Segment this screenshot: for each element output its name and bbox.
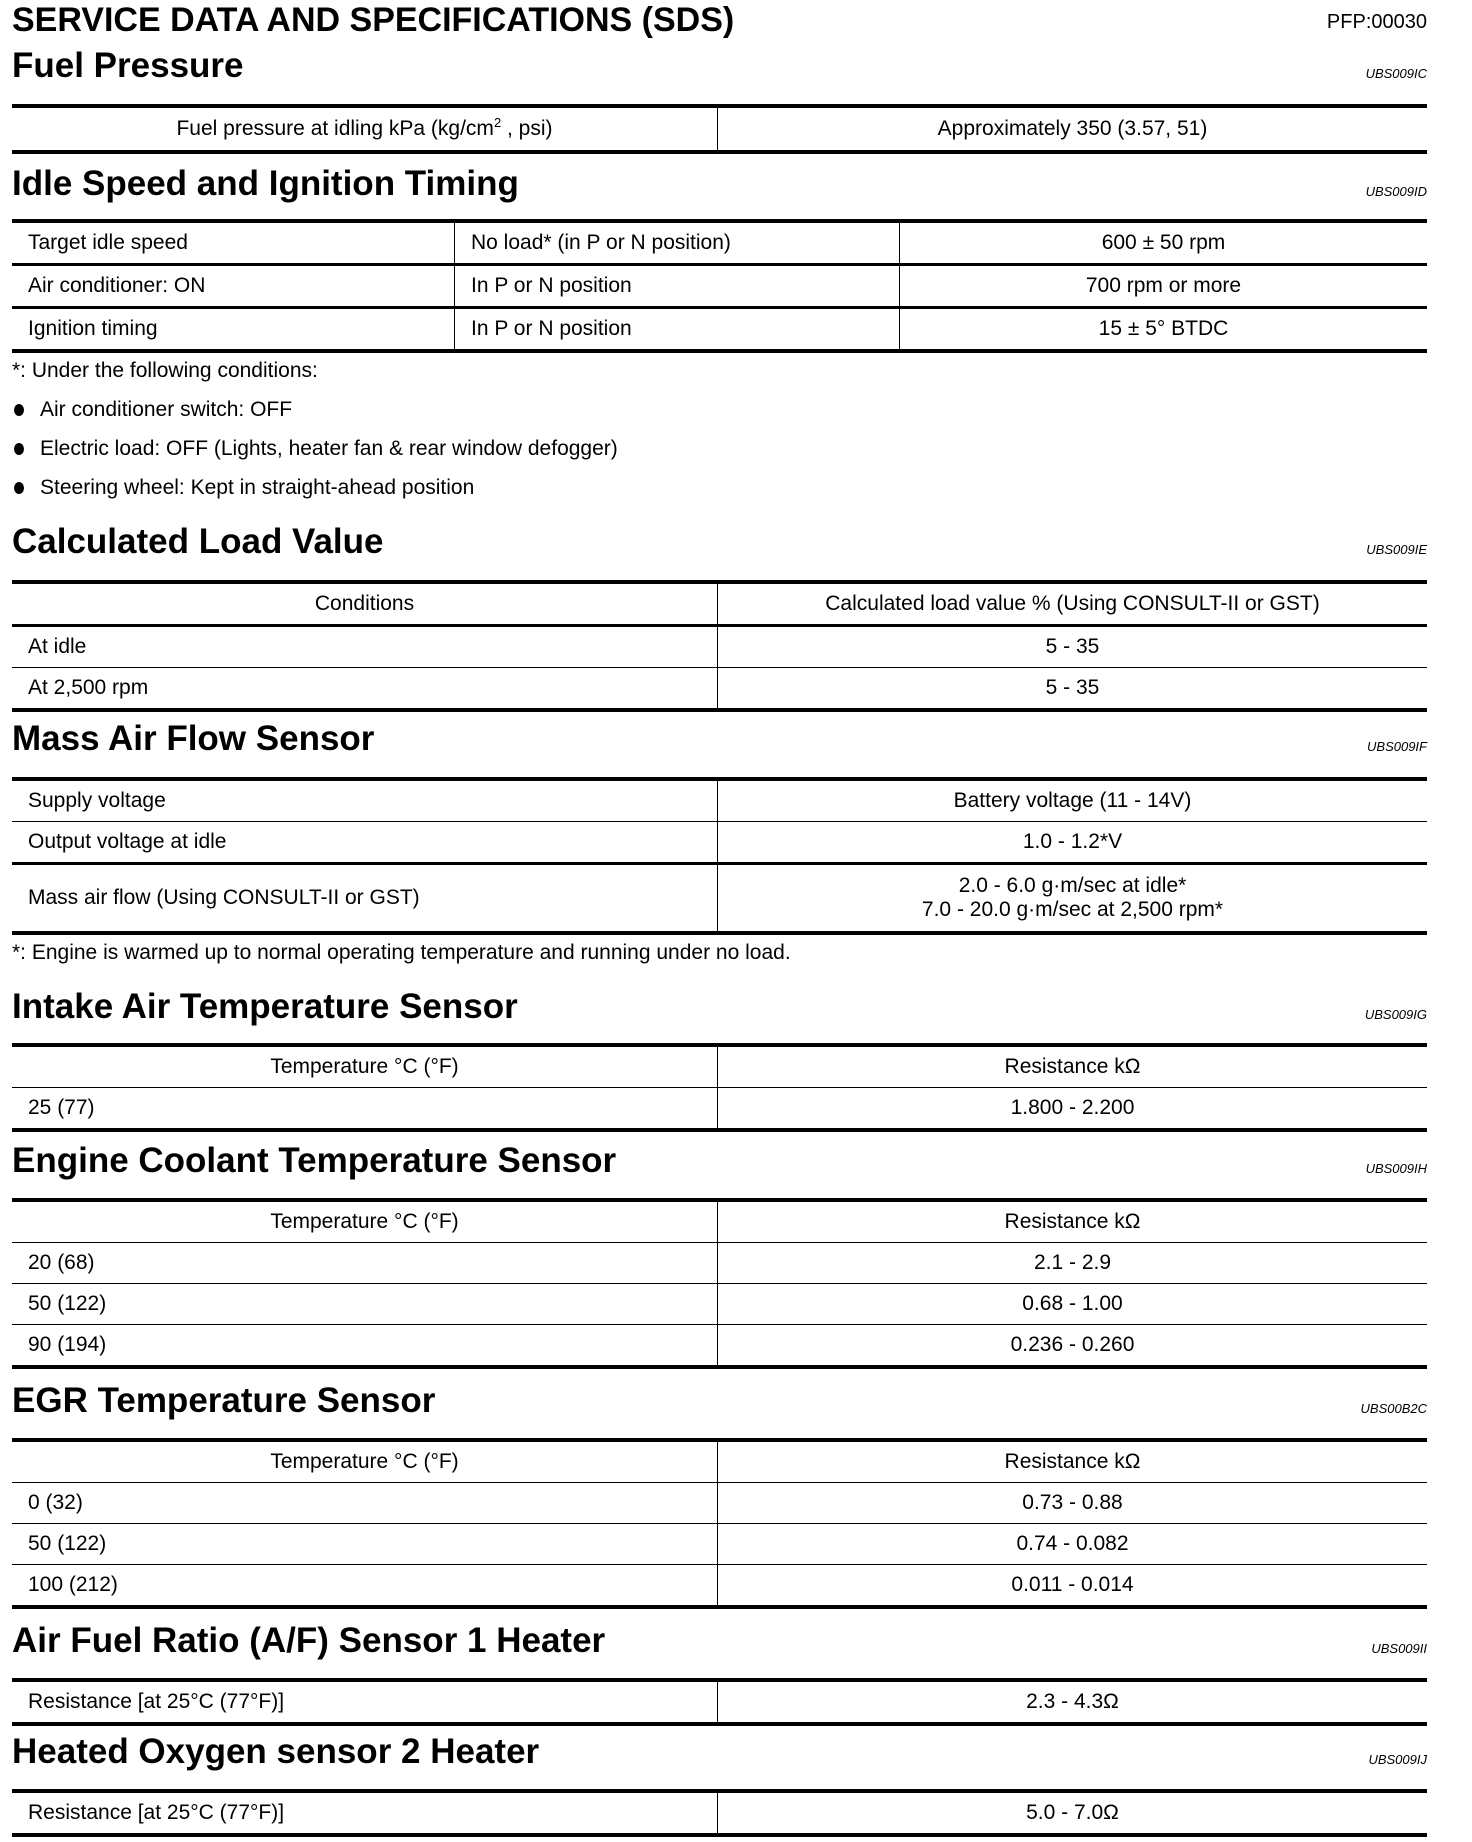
spec-value: 15 ± 5° BTDC <box>900 308 1428 352</box>
temperature-cell: 50 (122) <box>12 1524 718 1565</box>
table-row <box>12 1565 1427 1608</box>
temperature-cell: 50 (122) <box>12 1284 718 1325</box>
column-header: Conditions <box>314 592 415 615</box>
spec-item: Ignition timing <box>12 308 455 352</box>
spec-value: 5.0 - 7.0Ω <box>718 1791 1428 1835</box>
section-ref-code: UBS009II <box>1371 1641 1427 1656</box>
section-ref-code: UBS009IC <box>1365 66 1427 81</box>
resistance-cell: 2.1 - 2.9 <box>718 1243 1428 1284</box>
resistance-cell: 0.68 - 1.00 <box>718 1284 1428 1325</box>
bullet-icon <box>14 443 24 455</box>
table-row <box>12 1284 1427 1325</box>
section-title: Heated Oxygen sensor 2 Heater <box>12 1732 540 1771</box>
spec-item: Target idle speed <box>28 231 188 254</box>
table-header-row <box>12 1440 1427 1483</box>
fuel-pressure-table <box>12 104 1427 154</box>
table-row <box>12 864 1427 934</box>
temperature-cell: 90 (194) <box>12 1325 718 1368</box>
spec-item: Output voltage at idle <box>12 822 718 864</box>
page-title: SERVICE DATA AND SPECIFICATIONS (SDS) <box>12 1 735 39</box>
section-calculated-load <box>12 520 1427 712</box>
spec-item: Mass air flow (Using CONSULT-II or GST) <box>12 864 718 934</box>
table-row <box>12 1243 1427 1284</box>
spec-value: 2.0 - 6.0 g·m/sec at idle* 7.0 - 20.0 g·m/sec at 2,500 rpm* <box>718 864 1428 934</box>
spec-condition: No load* (in P or N position) <box>455 221 900 265</box>
section-title: Intake Air Temperature Sensor <box>12 987 518 1026</box>
ect-sensor-table <box>12 1198 1427 1369</box>
section-ref-code: UBS00B2C <box>1360 1401 1427 1416</box>
section-ref-code: UBS009IH <box>1365 1161 1427 1176</box>
section-idle-speed <box>12 162 1427 500</box>
section-ect-sensor <box>12 1139 1427 1369</box>
column-header: Temperature °C (°F) <box>270 1450 459 1473</box>
spec-condition: In P or N position <box>455 265 900 308</box>
spec-value: Battery voltage (11 - 14V) <box>718 779 1428 822</box>
column-header: Resistance kΩ <box>718 1440 1428 1483</box>
resistance-cell: 0.011 - 0.014 <box>718 1565 1428 1608</box>
resistance-cell: 0.74 - 0.082 <box>718 1524 1428 1565</box>
table-row <box>12 1791 1427 1835</box>
egr-sensor-table <box>12 1438 1427 1609</box>
section-ref-code: UBS009IG <box>1364 1007 1427 1022</box>
spec-value: 2.3 - 4.3Ω <box>718 1680 1428 1724</box>
temperature-cell: 100 (212) <box>12 1565 718 1608</box>
page-code: PFP:00030 <box>1326 11 1427 33</box>
section-title: Fuel Pressure <box>12 46 244 85</box>
section-title: Air Fuel Ratio (A/F) Sensor 1 Heater <box>12 1621 606 1660</box>
bullet-icon <box>14 482 24 494</box>
iat-sensor-table <box>12 1043 1427 1132</box>
calculated-load-table <box>12 580 1427 712</box>
list-item: Electric load: OFF (Lights, heater fan & rear window defogger) <box>12 437 1427 461</box>
section-ref-code: UBS009IE <box>1366 542 1427 557</box>
list-item: Air conditioner switch: OFF <box>12 398 1427 422</box>
condition-cell: At 2,500 rpm <box>12 668 718 711</box>
list-item: Steering wheel: Kept in straight-ahead position <box>12 476 1427 500</box>
table-row <box>12 1680 1427 1724</box>
column-header: Calculated load value % (Using CONSULT-II or GST) <box>718 582 1428 626</box>
section-ref-code: UBS009IF <box>1367 739 1427 754</box>
footnote: *: Under the following conditions: <box>12 359 318 382</box>
section-title: Engine Coolant Temperature Sensor <box>12 1141 617 1180</box>
section-egr-sensor <box>12 1379 1427 1609</box>
section-title: Calculated Load Value <box>12 522 384 561</box>
section-ho2s2-heater <box>12 1730 1427 1837</box>
table-row <box>12 265 1427 308</box>
bullet-icon <box>14 404 24 416</box>
section-title: EGR Temperature Sensor <box>12 1381 436 1420</box>
af-sensor-heater-table <box>12 1678 1427 1726</box>
column-header: Temperature °C (°F) <box>270 1210 459 1233</box>
table-row <box>12 822 1427 864</box>
table-row <box>12 221 1427 265</box>
table-row <box>12 106 1427 152</box>
spec-item: Resistance [at 25°C (77°F)] <box>28 1801 285 1824</box>
column-header: Resistance kΩ <box>718 1045 1428 1088</box>
ho2s2-heater-table <box>12 1789 1427 1837</box>
spec-value: 700 rpm or more <box>900 265 1428 308</box>
section-ref-code: UBS009ID <box>1365 184 1427 199</box>
footnote: *: Engine is warmed up to normal operating temperature and running under no load. <box>12 941 791 964</box>
table-row <box>12 668 1427 711</box>
column-header: Resistance kΩ <box>718 1200 1428 1243</box>
spec-condition: In P or N position <box>455 308 900 352</box>
section-title: Mass Air Flow Sensor <box>12 719 375 758</box>
spec-value: 1.0 - 1.2*V <box>718 822 1428 864</box>
spec-value: Approximately 350 (3.57, 51) <box>718 106 1428 152</box>
table-row <box>12 1483 1427 1524</box>
resistance-cell: 0.236 - 0.260 <box>718 1325 1428 1368</box>
table-row <box>12 1325 1427 1368</box>
table-row <box>12 626 1427 668</box>
idle-speed-table <box>12 219 1427 353</box>
value-cell: 5 - 35 <box>718 626 1428 668</box>
spec-value: 600 ± 50 rpm <box>900 221 1428 265</box>
section-title: Idle Speed and Ignition Timing <box>12 164 519 203</box>
temperature-cell: 20 (68) <box>12 1243 718 1284</box>
section-fuel-pressure <box>12 44 1427 154</box>
resistance-cell: 0.73 - 0.88 <box>718 1483 1428 1524</box>
table-header-row <box>12 582 1427 626</box>
column-header: Temperature °C (°F) <box>270 1055 459 1078</box>
section-ref-code: UBS009IJ <box>1368 1752 1427 1767</box>
temperature-cell: 25 (77) <box>12 1088 718 1131</box>
section-maf-sensor <box>12 717 1427 965</box>
spec-item: Air conditioner: ON <box>12 265 455 308</box>
spec-item: Supply voltage <box>28 789 166 812</box>
table-header-row <box>12 1045 1427 1088</box>
spec-item: Resistance [at 25°C (77°F)] <box>28 1690 285 1713</box>
table-row <box>12 779 1427 822</box>
maf-sensor-table <box>12 777 1427 935</box>
condition-cell: At idle <box>12 626 718 668</box>
spec-label: Fuel pressure at idling kPa ($kg/cm^2$ , psi) <box>176 115 553 140</box>
table-header-row <box>12 1200 1427 1243</box>
section-iat-sensor <box>12 985 1427 1132</box>
table-row <box>12 308 1427 352</box>
value-cell: 5 - 35 <box>718 668 1428 711</box>
temperature-cell: 0 (32) <box>12 1483 718 1524</box>
table-row <box>12 1524 1427 1565</box>
resistance-cell: 1.800 - 2.200 <box>718 1088 1428 1131</box>
table-row <box>12 1088 1427 1131</box>
section-af-sensor-heater <box>12 1619 1427 1726</box>
